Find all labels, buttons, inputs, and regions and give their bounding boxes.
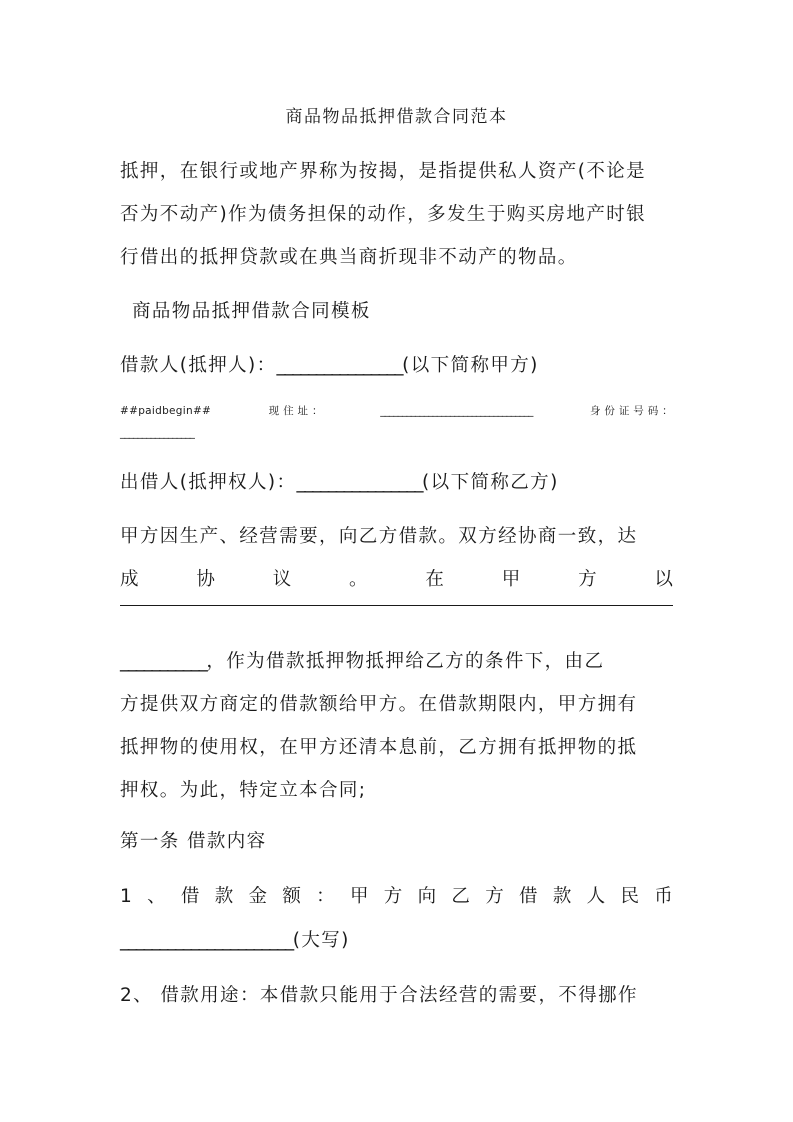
document-title: 商品物品抵押借款合同范本 — [285, 107, 508, 127]
body-word: 方 — [578, 569, 597, 590]
item-word: 款 — [214, 886, 234, 907]
address-line — [120, 404, 673, 418]
borrower-suffix: (以下简称甲方) — [402, 355, 539, 376]
intro-line-2: 否为不动产)作为债务担保的动作，多发生于购买房地产时银 — [120, 204, 647, 225]
amount-line — [120, 928, 673, 954]
id-blank: _________________ — [120, 427, 194, 439]
item-word: 金 — [248, 886, 268, 907]
item-word: 借 — [519, 886, 538, 907]
section-subtitle: 商品物品抵押借款合同模板 — [132, 301, 371, 322]
amount-blank: ______________________ — [120, 930, 293, 951]
address-label: 现 住 址 ： — [268, 405, 323, 417]
borrower-label: 借款人(抵押人)： — [120, 355, 277, 376]
body-line-4-text: ，作为借款抵押物抵押给乙方的条件下，由乙 — [206, 651, 605, 672]
body-word: 协 — [196, 569, 215, 590]
item-word: 人 — [586, 886, 606, 907]
item-word: 币 — [654, 886, 673, 907]
amount-suffix: (大写) — [292, 930, 350, 951]
body-word: 议 — [272, 569, 292, 590]
body-line-7: 押权。为此，特定立本合同; — [120, 780, 367, 801]
lender-blank: ________________ — [296, 472, 423, 493]
intro-line-3: 行借出的抵押贷款或在典当商折现非不动产的物品。 — [120, 247, 578, 268]
item-word: 民 — [620, 886, 639, 907]
body-line-4 — [120, 649, 673, 675]
body-word: 。 — [349, 569, 368, 590]
body-word: 成 — [120, 569, 139, 590]
item-word: 方 — [383, 886, 403, 907]
body-line-6: 抵押物的使用权，在甲方还清本息前，乙方拥有抵押物的抵 — [120, 737, 638, 758]
body-line-5: 方提供双方商定的借款额给甲方。在借款期限内，甲方拥有 — [120, 694, 638, 715]
item-word: 甲 — [349, 886, 369, 907]
body-line-2 — [120, 567, 673, 593]
item-word: 款 — [552, 886, 572, 907]
item-word: 借 — [180, 886, 200, 907]
article-1-heading: 第一条 借款内容 — [120, 831, 267, 852]
body-word: 在 — [425, 569, 444, 590]
item-word: 1 — [120, 886, 132, 907]
borrower-blank: ________________ — [276, 355, 403, 376]
item-word: 向 — [417, 886, 437, 907]
item-word: 额 — [282, 886, 301, 907]
item-word: 方 — [485, 886, 504, 907]
id-number-blank — [120, 426, 673, 440]
lender-label: 出借人(抵押权人)： — [120, 472, 297, 493]
lender-line — [120, 470, 673, 496]
borrower-line — [120, 353, 673, 379]
collateral-blank: ___________ — [120, 651, 207, 672]
item-word: ： — [316, 886, 335, 907]
item-word: 、 — [147, 886, 166, 907]
article-1-item-2: 2、 借款用途：本借款只能用于合法经营的需要，不得挪作 — [120, 985, 638, 1006]
lender-suffix: (以下简称乙方) — [422, 472, 559, 493]
body-word: 以 — [654, 569, 673, 590]
intro-line-1: 抵押，在银行或地产界称为按揭，是指提供私人资产(不论是 — [120, 161, 647, 182]
item-word: 乙 — [451, 886, 470, 907]
paid-marker: ##paidbegin## — [120, 405, 212, 417]
collateral-blank-rule — [120, 605, 673, 606]
article-1-item-1 — [120, 884, 673, 910]
body-word: 甲 — [501, 569, 521, 590]
id-number-label: 身 份 证 号 码 ： — [589, 405, 673, 417]
body-line-1: 甲方因生产、经营需要，向乙方借款。双方经协商一致，达 — [120, 526, 638, 547]
address-blank: ___________________________________ — [380, 405, 533, 417]
